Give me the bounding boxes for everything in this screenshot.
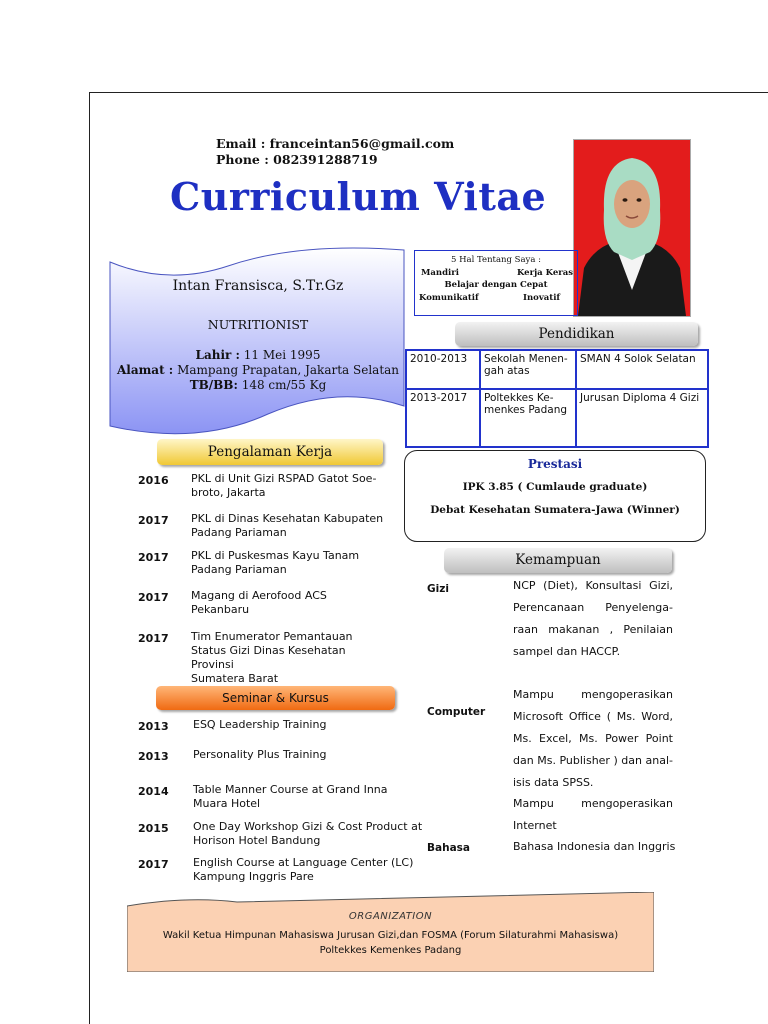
- about-box: [414, 250, 578, 316]
- achievements-box: [404, 450, 706, 542]
- tbbb-line: [108, 378, 408, 392]
- person-portrait-icon: [574, 140, 690, 316]
- achievement-item: Debat Kesehatan Sumatera-Jawa (Winner): [430, 504, 680, 516]
- experience-item: [191, 589, 384, 617]
- experience-item: [191, 472, 384, 500]
- experience-year: 2016: [138, 474, 169, 487]
- seminar-year: 2013: [138, 750, 169, 763]
- skill-text-computer: Mampu mengoperasikan Microsoft Office ( Ms. Word, Ms. Excel, Ms. Power Point dan Ms. Publisher ) dan anal-isis data SPSS.: [513, 688, 673, 789]
- seminar-item: [193, 748, 428, 762]
- experience-year: 2017: [138, 514, 169, 527]
- about-heading: 5 Hal Tentang Saya :: [451, 255, 541, 265]
- profile-banner: [108, 240, 408, 440]
- tbbb-label: TB/BB:: [189, 378, 238, 392]
- seminar-year: 2014: [138, 785, 169, 798]
- address-line: [108, 363, 408, 377]
- table-row: [406, 350, 708, 389]
- organization-heading: ORGANIZATION: [348, 911, 433, 922]
- seminar-year: 2013: [138, 720, 169, 733]
- experience-item: [191, 630, 384, 686]
- achievement-item: IPK 3.85 ( Cumlaude graduate): [462, 481, 648, 493]
- experience-line: Pekanbaru: [191, 603, 250, 616]
- birth-label: Lahir :: [195, 348, 240, 362]
- seminar-line: Personality Plus Training: [193, 748, 327, 761]
- skill-label-computer: Computer: [427, 706, 486, 718]
- experience-line: Padang Pariaman: [191, 526, 287, 539]
- birth-value: 11 Mei 1995: [239, 348, 321, 362]
- email-line: Email : franceintan56@gmail.com: [216, 136, 455, 151]
- experience-line: Tim Enumerator Pemantauan: [191, 630, 353, 643]
- profile-photo: [573, 139, 691, 317]
- experience-line: broto, Jakarta: [191, 486, 266, 499]
- organization-line: Wakil Ketua Himpunan Mahasiswa Jurusan Gizi,dan FOSMA (Forum Silaturahmi Mahasiswa): [162, 930, 619, 941]
- document-title: Curriculum Vitae: [170, 174, 547, 219]
- seminar-item: [193, 820, 428, 848]
- edu-years: 2010-2013: [406, 350, 480, 389]
- seminar-line: Horison Hotel Bandung: [193, 834, 321, 847]
- experience-year: 2017: [138, 591, 169, 604]
- seminar-line: English Course at Language Center (LC): [193, 856, 414, 869]
- table-row: [406, 389, 708, 447]
- wave-banner-shape: [108, 240, 408, 440]
- experience-item: [191, 549, 384, 577]
- experience-item: [191, 512, 384, 540]
- seminar-item: [193, 856, 428, 884]
- experience-line: PKL di Puskesmas Kayu Tanam: [191, 549, 360, 562]
- about-item: Komunikatif: [419, 293, 479, 303]
- page-border-left: [89, 92, 90, 1024]
- skill-label-gizi: Gizi: [427, 583, 449, 595]
- skill-label-language: Bahasa: [427, 842, 470, 854]
- birth-line: [108, 348, 408, 362]
- about-item: Mandiri: [421, 268, 459, 278]
- seminar-item: [193, 783, 428, 811]
- edu-level: Poltekkes Ke-menkes Padang: [480, 389, 576, 447]
- seminar-line: One Day Workshop Gizi & Cost Product at: [193, 820, 423, 833]
- organization-line: Poltekkes Kemenkes Padang: [319, 945, 462, 956]
- about-item: Kerja Keras: [516, 268, 573, 278]
- candidate-name: Intan Fransisca, S.Tr.Gz: [172, 278, 344, 294]
- edu-school: SMAN 4 Solok Selatan: [576, 350, 708, 389]
- seminar-year: 2017: [138, 858, 169, 871]
- seminar-item: [193, 718, 428, 732]
- education-table: [405, 349, 709, 448]
- experience-year: 2017: [138, 632, 169, 645]
- skills-heading: Kemampuan: [444, 548, 672, 573]
- seminar-line: ESQ Leadership Training: [193, 718, 327, 731]
- seminars-heading: Seminar & Kursus: [156, 686, 395, 710]
- experience-line: Magang di Aerofood ACS: [191, 589, 327, 602]
- address-value: Mampang Prapatan, Jakarta Selatan: [173, 363, 400, 377]
- experience-line: PKL di Dinas Kesehatan Kabupaten: [191, 512, 384, 525]
- contact-block: [216, 136, 454, 167]
- edu-level: Sekolah Menen-gah atas: [480, 350, 576, 389]
- experience-line: Status Gizi Dinas Kesehatan Provinsi: [191, 644, 346, 671]
- about-item: Inovatif: [523, 293, 561, 303]
- seminar-line: Muara Hotel: [193, 797, 261, 810]
- edu-school: Jurusan Diploma 4 Gizi: [576, 389, 708, 447]
- experience-line: Sumatera Barat: [191, 672, 279, 685]
- skill-text-gizi: NCP (Diet), Konsultasi Gizi, Perencanaan Penyelenga-raan makanan , Penilaian sampel dan HACCP.: [513, 579, 673, 658]
- experience-line: Padang Pariaman: [191, 563, 287, 576]
- organization-banner: [127, 892, 654, 972]
- address-label: Alamat :: [116, 363, 174, 377]
- achievements-heading: Prestasi: [527, 457, 583, 471]
- phone-line: Phone : 082391288719: [216, 151, 378, 167]
- candidate-role: NUTRITIONIST: [207, 317, 309, 332]
- about-item: Belajar dengan Cepat: [444, 280, 548, 290]
- experience-year: 2017: [138, 551, 169, 564]
- edu-years: 2013-2017: [406, 389, 480, 447]
- page-border-top: [89, 92, 768, 93]
- education-heading: Pendidikan: [455, 322, 698, 346]
- skill-text-language: Bahasa Indonesia dan Inggris: [513, 840, 676, 853]
- seminar-line: Table Manner Course at Grand Inna: [193, 783, 388, 796]
- tbbb-value: 148 cm/55 Kg: [237, 378, 327, 392]
- seminar-year: 2015: [138, 822, 169, 835]
- experience-line: PKL di Unit Gizi RSPAD Gatot Soe-: [191, 472, 377, 485]
- experience-heading: Pengalaman Kerja: [157, 439, 383, 465]
- skill-text-computer-internet: Mampu mengoperasikan Internet: [513, 797, 673, 832]
- seminar-line: Kampung Inggris Pare: [193, 870, 314, 883]
